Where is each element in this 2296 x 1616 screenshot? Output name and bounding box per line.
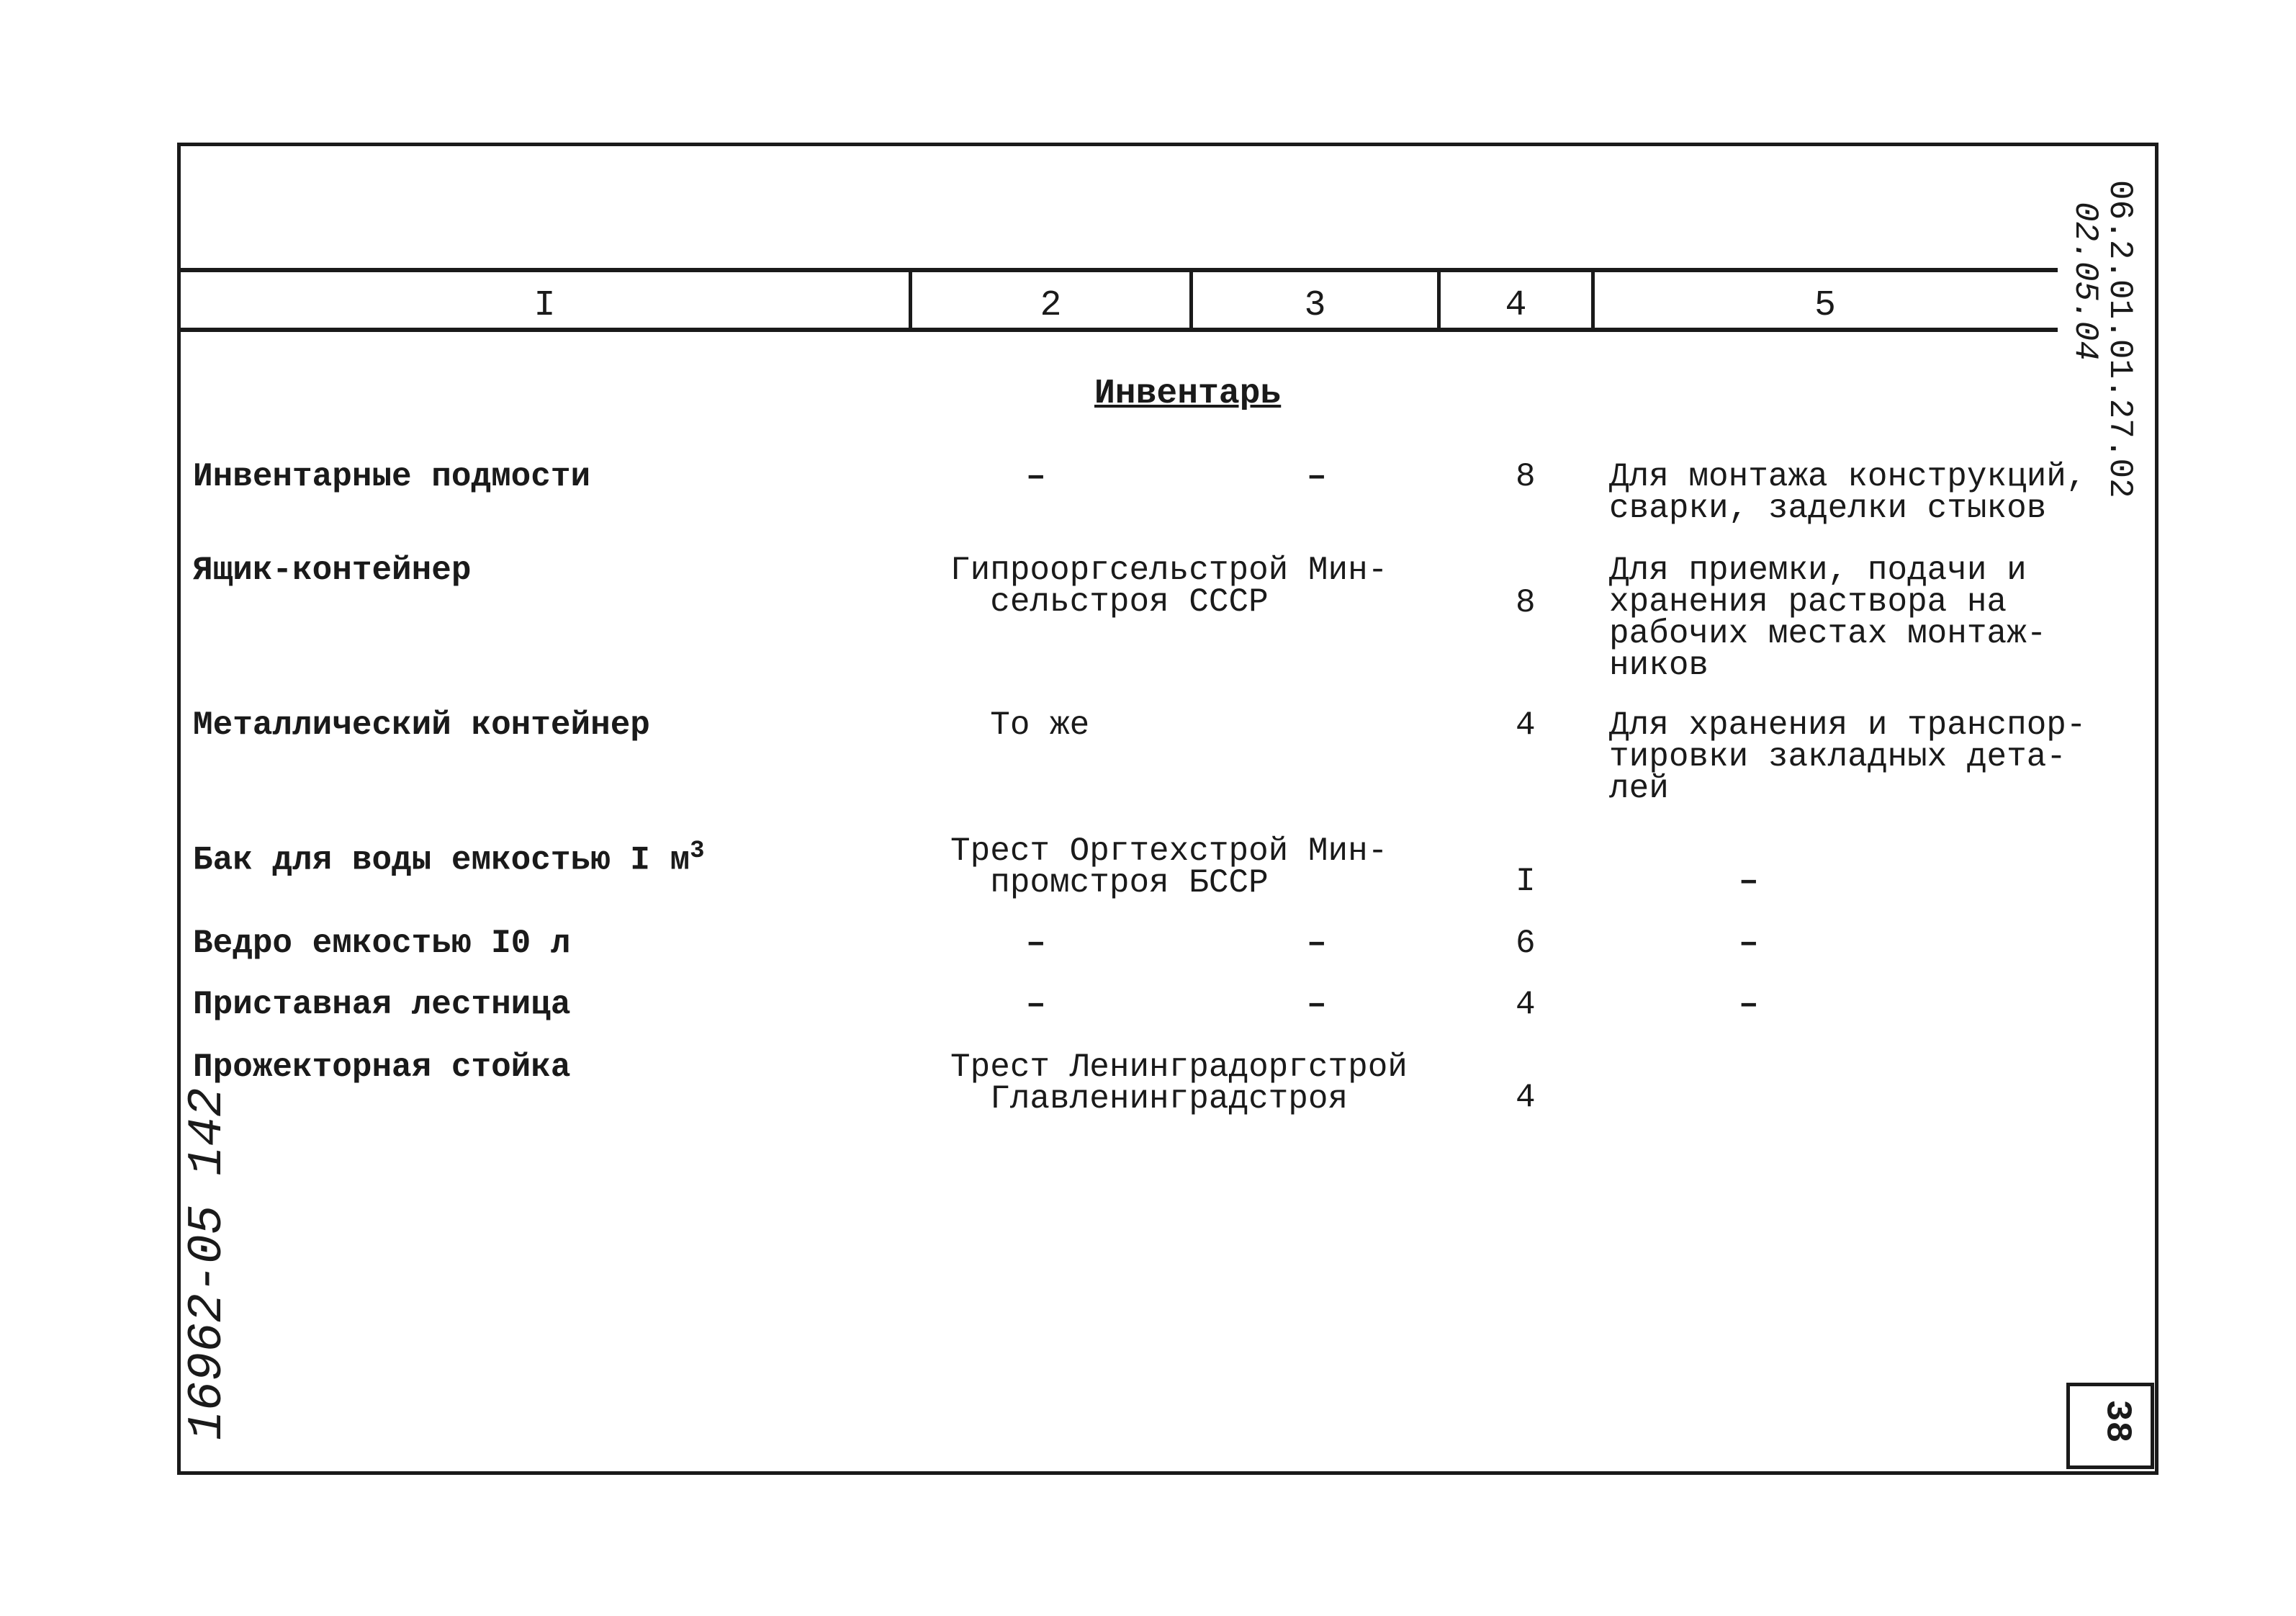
column-number-2: 2 xyxy=(1040,285,1062,326)
row-1-col2: – xyxy=(1026,458,1046,495)
row-5-col3: – xyxy=(1307,925,1327,962)
row-6-col5: – xyxy=(1739,986,1759,1023)
side-archive-number-text: 16962-05 142 xyxy=(180,1087,235,1440)
row-1-col3: – xyxy=(1307,458,1327,495)
row-2-col4: 8 xyxy=(1516,584,1536,621)
row-7-col2: Трест Ленинградоргстрой Главленинградстроя xyxy=(950,1049,1408,1118)
row-7-name: Прожекторная стойка xyxy=(193,1049,571,1086)
side-archive-number xyxy=(122,1051,235,1455)
row-2-name: Ящик-контейнер xyxy=(193,552,472,589)
page-number-box xyxy=(2066,1383,2154,1469)
row-4-name xyxy=(193,835,705,879)
document-code-line2: 02.05.04 xyxy=(2066,202,2104,361)
column-number-4: 4 xyxy=(1505,285,1527,326)
row-1-col5: Для монтажа конструкций, сварки, заделки стыков xyxy=(1609,458,2086,527)
row-2-col5: Для приемки, подачи и хранения раствора на рабочих местах монтаж- ников xyxy=(1609,552,2047,684)
row-4-name-text: Бак для воды емкостью I м xyxy=(193,841,690,879)
row-5-col4: 6 xyxy=(1516,925,1536,962)
row-1-name: Инвентарные подмости xyxy=(193,458,591,495)
row-6-col3: – xyxy=(1307,986,1327,1023)
row-4-col5: – xyxy=(1739,863,1759,900)
column-number-5: 5 xyxy=(1814,285,1836,326)
column-number-3: 3 xyxy=(1304,285,1326,326)
row-5-name: Ведро емкостью I0 л xyxy=(193,925,571,962)
row-6-name: Приставная лестница xyxy=(193,986,571,1023)
document-code xyxy=(2066,180,2146,511)
row-4-col4: I xyxy=(1516,863,1536,900)
row-1-col4: 8 xyxy=(1516,458,1536,495)
section-title: Инвентарь xyxy=(1094,374,1282,413)
row-5-col2: – xyxy=(1026,925,1046,962)
row-4-name-superscript: 3 xyxy=(690,838,705,865)
row-5-col5: – xyxy=(1739,925,1759,962)
header-top-rule xyxy=(177,268,2058,272)
page-frame xyxy=(177,143,2158,1475)
document-code-line1: 06.2.01.01.27.02 xyxy=(2101,180,2138,498)
row-2-col2: Гипрооргсельстрой Мин- сельстроя СССР xyxy=(950,552,1388,621)
row-4-col2: Трест Оргтехстрой Мин- промстроя БССР xyxy=(950,832,1388,902)
column-number-1: I xyxy=(534,285,556,326)
row-3-col5: Для хранения и транспор- тировки закладных дета- лей xyxy=(1609,706,2086,807)
page-number: 38 xyxy=(2096,1399,2138,1443)
row-3-name: Металлический контейнер xyxy=(193,706,650,744)
row-7-col4: 4 xyxy=(1516,1079,1536,1116)
row-6-col2: – xyxy=(1026,986,1046,1023)
row-3-col4: 4 xyxy=(1516,706,1536,744)
row-3-col2: То же xyxy=(950,706,1090,744)
row-6-col4: 4 xyxy=(1516,986,1536,1023)
